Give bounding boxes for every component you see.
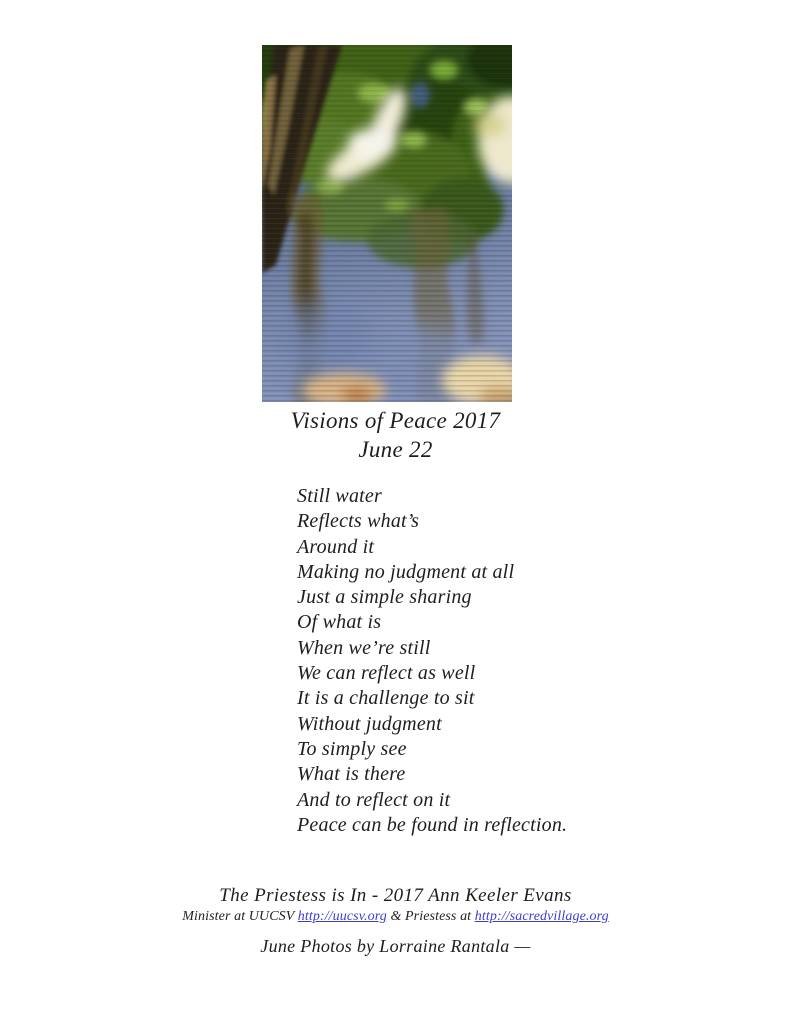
credit-middle: & Priestess at	[386, 909, 475, 924]
credit-prefix: Minister at UUCSV	[182, 909, 298, 924]
poem	[297, 484, 567, 838]
poem-line: It is a challenge to sit	[297, 687, 475, 710]
photo-illustration	[262, 45, 512, 402]
poem-line: Still water	[297, 485, 382, 507]
photo-credit: June Photos by Lorraine Rantala —	[260, 936, 531, 956]
poem-line: Making no judgment at all	[297, 560, 515, 583]
water-reflection-photo	[262, 45, 512, 402]
poem-line: Without judgment	[297, 712, 442, 735]
poem-line: Just a simple sharing	[297, 586, 472, 609]
uucsv-link[interactable]: http://uucsv.org	[297, 909, 387, 924]
poem-line: What is there	[297, 763, 406, 786]
page-title	[0, 406, 791, 464]
poem-line: To simply see	[297, 737, 407, 760]
poem-line: We can reflect as well	[297, 662, 476, 685]
poem-line: Around it	[297, 535, 375, 558]
sacredvillage-link[interactable]: http://sacredvillage.org	[474, 909, 609, 924]
credit-line	[0, 909, 791, 925]
poem-line: And to reflect on it	[297, 788, 451, 811]
poem-line: Peace can be found in reflection.	[297, 813, 568, 836]
title-line-1: Visions of Peace 2017	[290, 408, 501, 433]
poem-line: Reflects what’s	[297, 510, 420, 533]
title-line-2: June 22	[358, 437, 433, 462]
poem-line: Of what is	[297, 611, 382, 634]
byline: The Priestess is In - 2017 Ann Keeler Evans	[219, 885, 572, 906]
poem-line: When we’re still	[297, 636, 431, 659]
